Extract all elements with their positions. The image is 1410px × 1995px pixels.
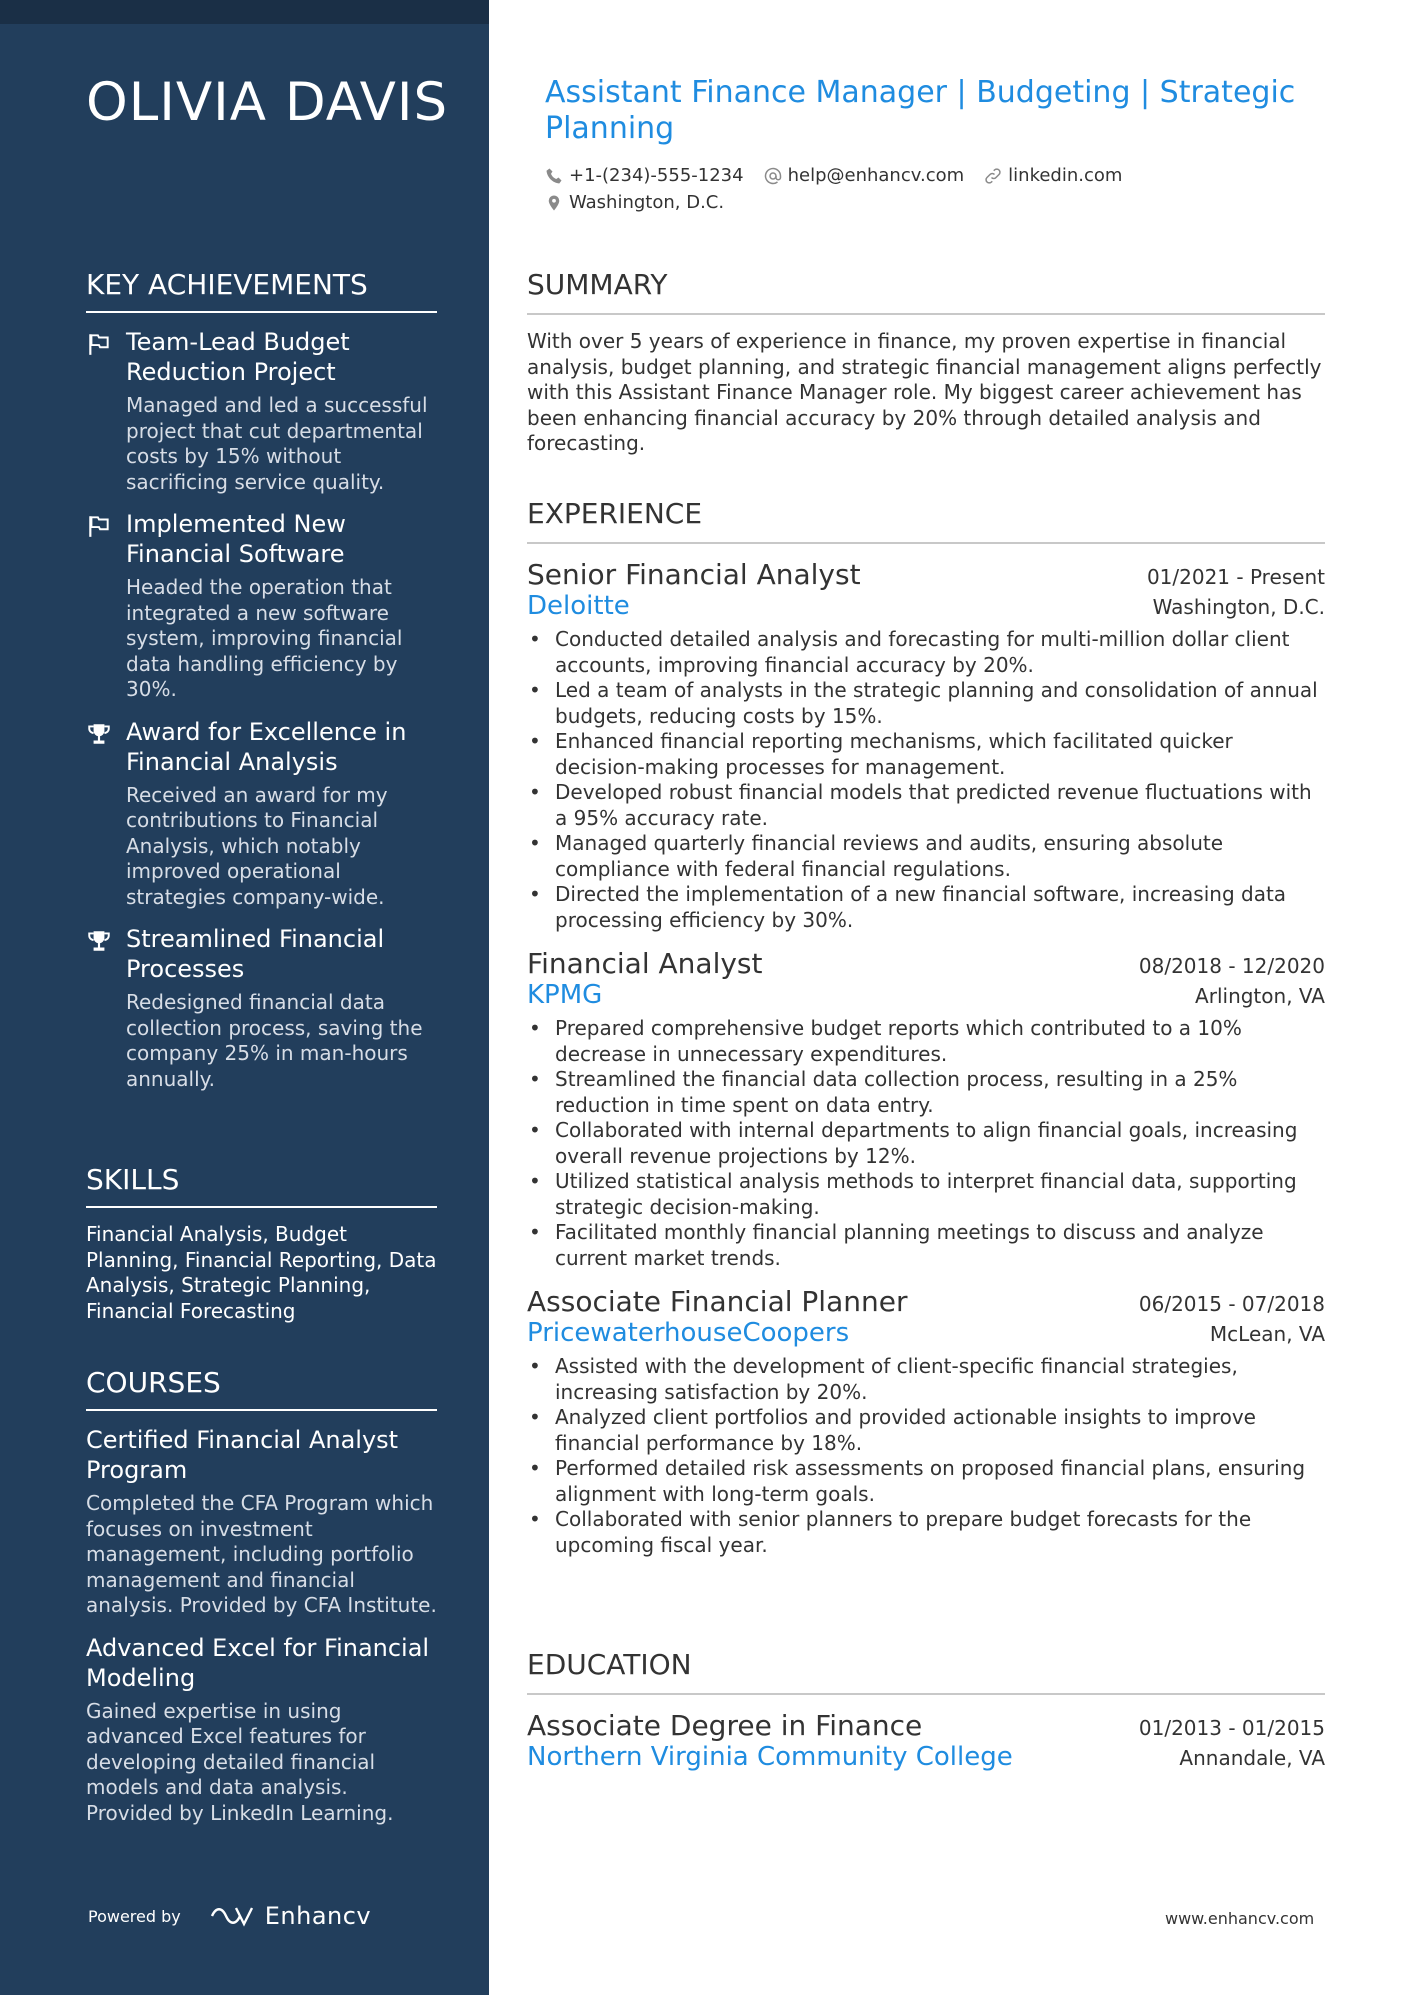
footer-website[interactable]: www.enhancv.com <box>1165 1909 1315 1928</box>
bullet-item: • Led a team of analysts in the strategic planning and consolidation of annual budgets, reducing costs by 15%. <box>527 678 1325 729</box>
job-dates: 08/2018 - 12/2020 <box>1138 954 1325 978</box>
skills-section <box>86 1163 437 1324</box>
achievement-title: Streamlined Financial Processes <box>126 925 385 983</box>
achievement-title: Team-Lead Budget Reduction Project <box>126 328 350 386</box>
phone-contact <box>545 165 744 186</box>
email-contact[interactable] <box>764 165 965 186</box>
linkedin-contact[interactable] <box>984 165 1122 186</box>
job-title: Associate Financial Planner <box>527 1285 908 1318</box>
job-title: Senior Financial Analyst <box>527 558 861 591</box>
powered-by-label: Powered by <box>88 1906 181 1926</box>
summary-text: With over 5 years of experience in finance, my proven expertise in financial analysis, budget planning, and strategic financial management aligns perfectly with this Assistant Finance Manager role. My biggest career achievement has been enhancing financial accuracy by 20% through detailed analysis and forecasting. <box>527 329 1322 455</box>
achievement-item <box>86 509 437 703</box>
bullet-item: • Collaborated with senior planners to prepare budget forecasts for the upcoming fiscal year. <box>527 1507 1325 1558</box>
sidebar-top-bar <box>0 0 489 24</box>
bullet-item: • Utilized statistical analysis methods to interpret financial data, supporting strategic decision-making. <box>527 1169 1325 1220</box>
job-company: KPMG <box>527 980 603 1010</box>
at-icon <box>764 167 782 185</box>
contact-info <box>545 162 1325 216</box>
experience-section <box>527 497 1325 1558</box>
headline: Assistant Finance Manager | Budgeting | Strategic Planning <box>545 75 1296 146</box>
job-dates: 06/2015 - 07/2018 <box>1138 1292 1325 1316</box>
degree-title: Associate Degree in Finance <box>527 1709 923 1742</box>
course-item <box>86 1425 437 1619</box>
candidate-name: OLIVIA DAVIS <box>86 72 449 133</box>
education-heading: EDUCATION <box>527 1648 1325 1695</box>
job-company: Deloitte <box>527 591 630 621</box>
bullet-item: • Analyzed client portfolios and provided actionable insights to improve financial performance by 18%. <box>527 1405 1325 1456</box>
skills-list: Financial Analysis, Budget Planning, Financial Reporting, Data Analysis, Strategic Planning, Financial Forecasting <box>86 1222 437 1323</box>
bullet-item: • Assisted with the development of client-specific financial strategies, increasing satisfaction by 20%. <box>527 1354 1325 1405</box>
trophy-icon <box>86 721 112 747</box>
job-location: McLean, VA <box>1209 1322 1325 1346</box>
bullet-item: • Streamlined the financial data collection process, resulting in a 25% reduction in time spent on data entry. <box>527 1067 1325 1118</box>
linkedin-text: linkedin.com <box>1008 165 1123 186</box>
flag-icon <box>86 513 112 539</box>
course-title: Advanced Excel for Financial Modeling <box>86 1633 430 1692</box>
bullet-item: • Managed quarterly financial reviews and audits, ensuring absolute compliance with federal financial regulations. <box>527 831 1325 882</box>
powered-by <box>88 1902 371 1930</box>
education-section <box>527 1648 1325 1772</box>
achievement-description: Managed and led a successful project that cut departmental costs by 15% without sacrificing service quality. <box>126 393 428 494</box>
enhancv-logo-icon <box>209 1904 255 1928</box>
courses-heading: COURSES <box>86 1366 437 1411</box>
achievements-section <box>86 268 437 1092</box>
location-contact <box>545 192 724 213</box>
experience-heading: EXPERIENCE <box>527 497 1325 544</box>
phone-text: +1-(234)-555-1234 <box>569 165 744 186</box>
bullet-item: • Performed detailed risk assessments on proposed financial plans, ensuring alignment with long-term goals. <box>527 1456 1325 1507</box>
achievement-title: Implemented New Financial Software <box>126 510 346 568</box>
enhancv-logo-text: Enhancv <box>264 1902 372 1930</box>
course-item <box>86 1633 437 1827</box>
location-pin-icon <box>545 194 563 212</box>
course-description: Gained expertise in using advanced Excel features for developing detailed financial models and data analysis. Provided by LinkedIn Learning. <box>86 1698 394 1825</box>
education-dates: 01/2013 - 01/2015 <box>1138 1716 1325 1740</box>
link-icon <box>984 167 1002 185</box>
job-bullets <box>527 1354 1325 1558</box>
skills-heading: SKILLS <box>86 1163 437 1208</box>
achievement-description: Received an award for my contributions to Financial Analysis, which notably improved operational strategies company-wide. <box>126 782 388 909</box>
job-bullets <box>527 627 1325 933</box>
bullet-item: • Prepared comprehensive budget reports which contributed to a 10% decrease in unnecessary expenditures. <box>527 1016 1325 1067</box>
school-name: Northern Virginia Community College <box>527 1742 1013 1772</box>
summary-section <box>527 268 1325 457</box>
courses-section <box>86 1366 437 1826</box>
achievement-item <box>86 327 437 495</box>
job-dates: 01/2021 - Present <box>1146 565 1325 589</box>
bullet-item: • Facilitated monthly financial planning meetings to discuss and analyze current market trends. <box>527 1220 1325 1271</box>
job-entry <box>527 1285 1325 1558</box>
achievements-heading: KEY ACHIEVEMENTS <box>86 268 437 313</box>
course-description: Completed the CFA Program which focuses on investment management, including portfolio management and financial analysis. Provided by CFA Institute. <box>86 1491 437 1617</box>
summary-heading: SUMMARY <box>527 268 1325 315</box>
bullet-item: • Developed robust financial models that predicted revenue fluctuations with a 95% accuracy rate. <box>527 780 1325 831</box>
achievement-title: Award for Excellence in Financial Analysis <box>126 717 407 776</box>
email-text: help@enhancv.com <box>787 165 965 186</box>
achievement-description: Redesigned financial data collection process, saving the company 25% in man-hours annually. <box>126 990 423 1091</box>
job-title: Financial Analyst <box>527 947 763 980</box>
achievement-item <box>86 924 437 1092</box>
job-company: PricewaterhouseCoopers <box>527 1318 850 1348</box>
job-bullets <box>527 1016 1325 1271</box>
education-location: Annandale, VA <box>1179 1746 1325 1770</box>
education-entry <box>527 1709 1325 1772</box>
bullet-item: • Conducted detailed analysis and forecasting for multi-million dollar client accounts, improving financial accuracy by 20%. <box>527 627 1325 678</box>
location-text: Washington, D.C. <box>569 192 725 213</box>
job-entry <box>527 558 1325 933</box>
job-location: Washington, D.C. <box>1152 595 1325 619</box>
flag-icon <box>86 331 112 357</box>
trophy-icon <box>86 928 112 954</box>
achievement-description: Headed the operation that integrated a new software system, improving financial data handling efficiency by 30%. <box>126 575 403 701</box>
achievement-item <box>86 717 437 911</box>
phone-icon <box>545 167 563 185</box>
bullet-item: • Directed the implementation of a new financial software, increasing data processing efficiency by 30%. <box>527 882 1325 933</box>
job-entry <box>527 947 1325 1271</box>
bullet-item: • Enhanced financial reporting mechanisms, which facilitated quicker decision-making processes for management. <box>527 729 1325 780</box>
course-title: Certified Financial Analyst Program <box>86 1426 399 1484</box>
sidebar <box>0 0 489 1995</box>
job-location: Arlington, VA <box>1195 984 1325 1008</box>
bullet-item: • Collaborated with internal departments to align financial goals, increasing overall revenue projections by 12%. <box>527 1118 1325 1169</box>
